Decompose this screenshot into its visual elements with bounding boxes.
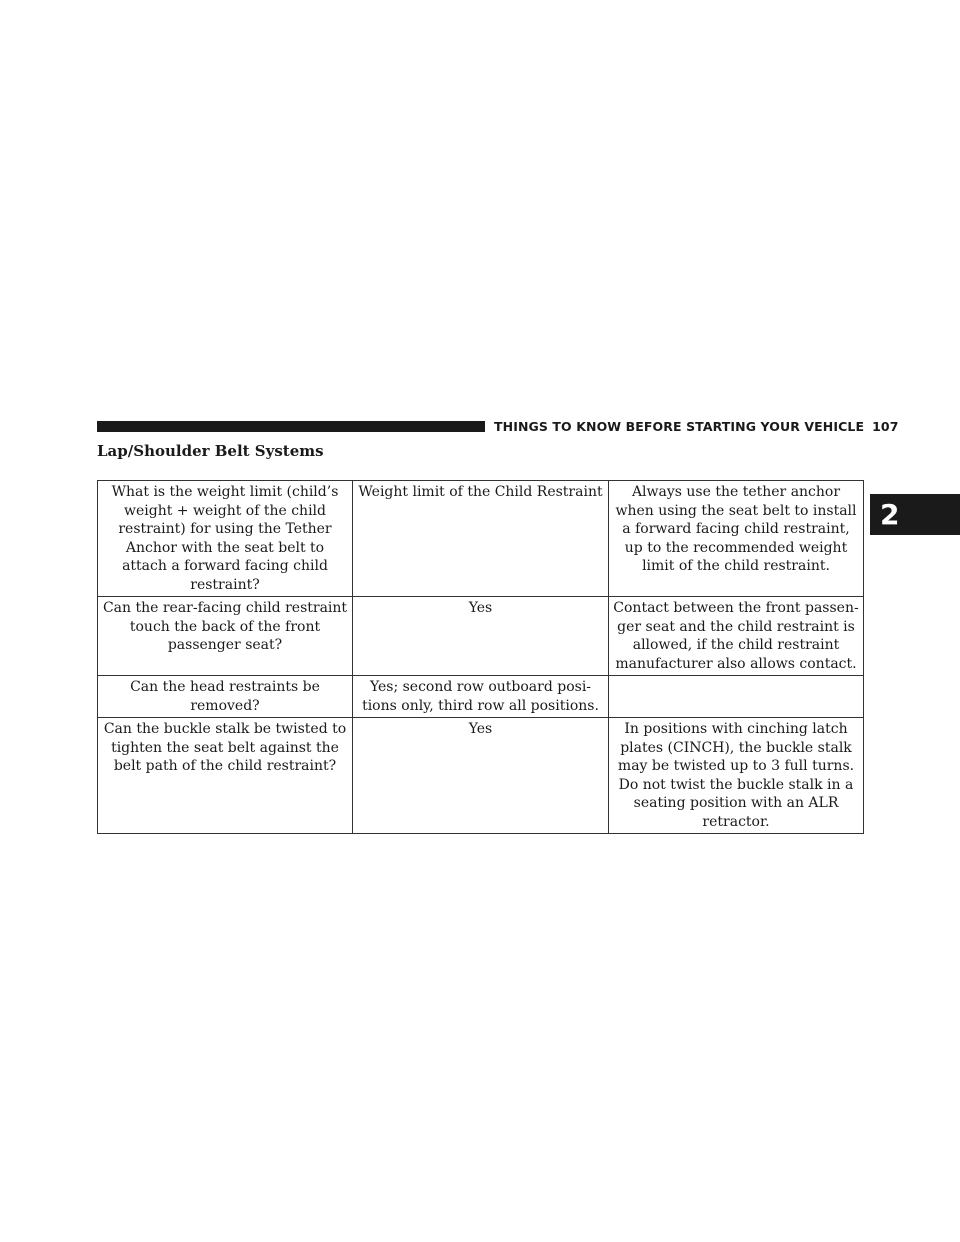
- note-cell: Always use the tether anchor when using the seat belt to install a forward facing child restraint, up to the recommended weight limit of the child restraint.: [609, 481, 864, 597]
- question-cell: Can the head restraints be removed?: [98, 676, 353, 718]
- answer-cell: Yes; second row outboard posi- tions only, third row all positions.: [353, 676, 609, 718]
- page-number: 107: [872, 419, 899, 434]
- section-heading: Lap/Shoulder Belt Systems: [97, 442, 324, 460]
- question-cell: What is the weight limit (child’s weight + weight of the child restraint) for using the Tether Anchor with the seat belt to attach a forward facing child restraint?: [98, 481, 353, 597]
- question-cell: Can the rear-facing child restraint touch the back of the front passenger seat?: [98, 597, 353, 676]
- answer-cell: Yes: [353, 718, 609, 834]
- question-cell: Can the buckle stalk be twisted to tighten the seat belt against the belt path of the child restraint?: [98, 718, 353, 834]
- note-cell: In positions with cinching latch plates (CINCH), the buckle stalk may be twisted up to 3 full turns. Do not twist the buckle stalk in a seating position with an ALR retractor.: [609, 718, 864, 834]
- table-row: [98, 718, 864, 834]
- answer-cell: Yes: [353, 597, 609, 676]
- chapter-tab: 2: [870, 494, 960, 535]
- belt-systems-table: [97, 480, 864, 834]
- table-row: [98, 676, 864, 718]
- answer-cell: Weight limit of the Child Restraint: [353, 481, 609, 597]
- running-header-title: THINGS TO KNOW BEFORE STARTING YOUR VEHICLE: [494, 419, 865, 434]
- running-header: [494, 419, 899, 434]
- table-row: [98, 597, 864, 676]
- note-cell: Contact between the front passen- ger seat and the child restraint is allowed, if the child restraint manufacturer also allows contact.: [609, 597, 864, 676]
- table-row: [98, 481, 864, 597]
- header-rule: [97, 421, 485, 432]
- note-cell: [609, 676, 864, 718]
